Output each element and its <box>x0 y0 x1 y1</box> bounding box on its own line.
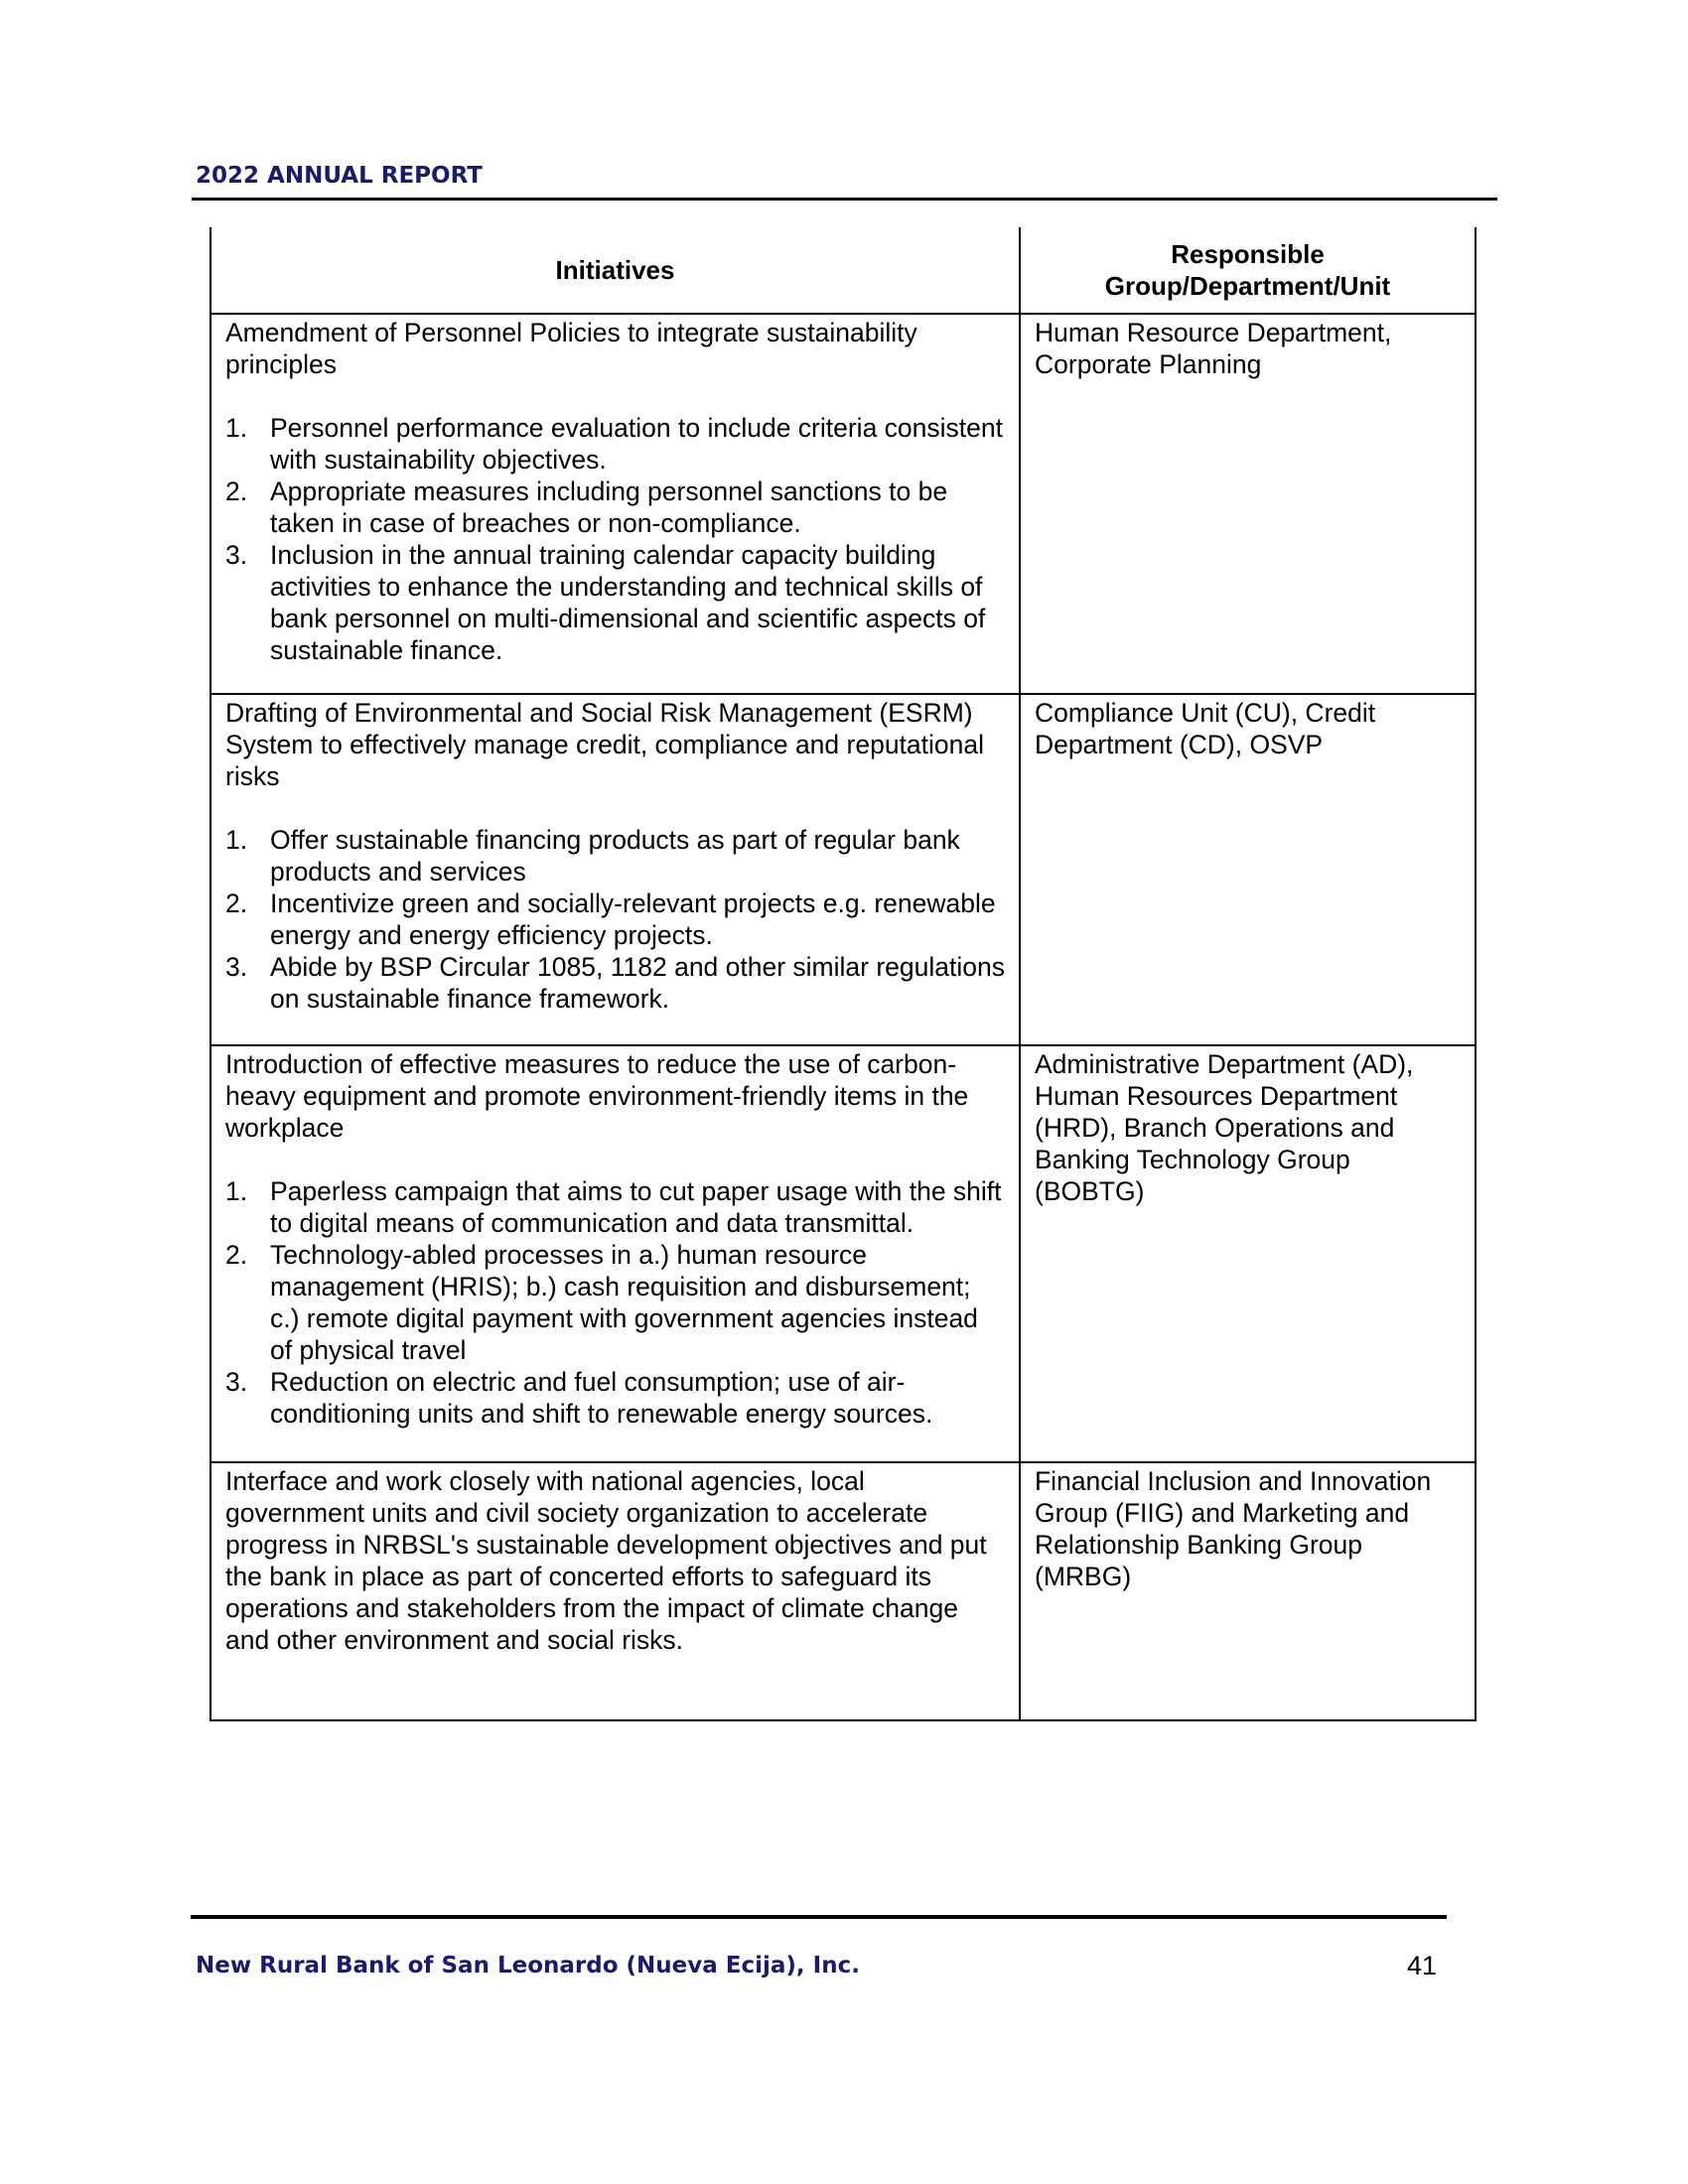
item-text: Reduction on electric and fuel consumption; use of air-conditioning units and shift to renewable energy sources. <box>270 1367 933 1429</box>
table-row <box>211 1462 1476 1720</box>
initiative-lead: Amendment of Personnel Policies to integrate sustainability principles <box>225 318 917 379</box>
table-row <box>211 694 1476 1045</box>
initiative-cell <box>211 694 1020 1045</box>
initiative-item <box>225 1175 1005 1239</box>
item-text: Personnel performance evaluation to include criteria consistent with sustainability objectives. <box>270 413 1003 475</box>
item-text: Incentivize green and socially-relevant projects e.g. renewable energy and energy efficiency projects. <box>270 888 996 950</box>
initiative-item <box>225 951 1005 1015</box>
item-text: Inclusion in the annual training calendar capacity building activities to enhance the understanding and technical skills of bank personnel on multi-dimensional and scientific aspects of sustainable finance. <box>270 540 986 665</box>
item-text: Paperless campaign that aims to cut paper usage with the shift to digital means of communication and data transmittal. <box>270 1176 1002 1238</box>
page-number: 41 <box>1407 1951 1438 1980</box>
column-header-responsible-line1: Responsible <box>1171 239 1325 269</box>
initiative-lead: Interface and work closely with national agencies, local government units and civil society organization to accelerate progress in NRBSL's sustainable development objectives and put the bank in place as part of concerted efforts to safeguard its operations and stakeholders from the impact of climate change and other environment and social risks. <box>225 1466 987 1655</box>
responsible-cell <box>1020 1045 1476 1462</box>
item-number: 2. <box>225 1240 248 1270</box>
initiative-items <box>225 1175 1005 1430</box>
item-number: 3. <box>225 540 248 570</box>
item-text: Abide by BSP Circular 1085, 1182 and other similar regulations on sustainable finance framework. <box>270 952 1005 1014</box>
responsible-text: Administrative Department (AD), Human Resources Department (HRD), Branch Operations and Banking Technology Group (BOBTG) <box>1035 1049 1414 1206</box>
initiative-item <box>225 887 1005 951</box>
item-text: Appropriate measures including personnel sanctions to be taken in case of breaches or non-compliance. <box>270 477 948 538</box>
column-header-responsible <box>1020 227 1476 314</box>
item-number: 2. <box>225 477 248 506</box>
item-number: 1. <box>225 1176 248 1206</box>
initiatives-table <box>210 227 1477 1721</box>
responsible-text: Human Resource Department, Corporate Planning <box>1035 318 1392 379</box>
item-number: 2. <box>225 888 248 918</box>
item-text: Technology-abled processes in a.) human resource management (HRIS); b.) cash requisition and disbursement; c.) remote digital payment with government agencies instead of physical travel <box>270 1240 978 1365</box>
header-rule <box>192 198 1497 201</box>
item-number: 1. <box>225 413 248 443</box>
initiative-item <box>225 824 1005 887</box>
column-header-initiatives <box>211 227 1020 314</box>
table-row <box>211 314 1476 694</box>
initiative-item <box>225 1239 1005 1366</box>
table-header-row <box>211 227 1476 314</box>
responsible-text: Compliance Unit (CU), Credit Department (CD), OSVP <box>1035 698 1376 759</box>
table-row <box>211 1045 1476 1462</box>
item-number: 3. <box>225 952 248 982</box>
initiative-cell <box>211 314 1020 694</box>
initiative-cell <box>211 1045 1020 1462</box>
column-header-initiatives-label: Initiatives <box>555 255 675 285</box>
initiative-cell <box>211 1462 1020 1720</box>
column-header-responsible-line2: Group/Department/Unit <box>1104 271 1391 301</box>
item-number: 3. <box>225 1367 248 1397</box>
initiative-items <box>225 824 1005 1015</box>
initiative-item <box>225 476 1005 539</box>
footer-organization: New Rural Bank of San Leonardo (Nueva Ecija), Inc. <box>196 1953 860 1979</box>
responsible-cell <box>1020 694 1476 1045</box>
footer-rule <box>191 1915 1447 1919</box>
item-number: 1. <box>225 825 248 855</box>
responsible-cell <box>1020 314 1476 694</box>
initiative-lead: Drafting of Environmental and Social Risk Management (ESRM) System to effectively manage credit, compliance and reputational risks <box>225 698 985 791</box>
responsible-cell <box>1020 1462 1476 1720</box>
initiative-lead: Introduction of effective measures to reduce the use of carbon-heavy equipment and promote environment-friendly items in the workplace <box>225 1049 969 1143</box>
item-text: Offer sustainable financing products as part of regular bank products and services <box>270 825 960 887</box>
initiative-item <box>225 1366 1005 1430</box>
responsible-text: Financial Inclusion and Innovation Group (FIIG) and Marketing and Relationship Banking Group (MRBG) <box>1035 1466 1432 1591</box>
initiative-item <box>225 539 1005 666</box>
initiative-items <box>225 412 1005 666</box>
initiative-item <box>225 412 1005 476</box>
report-title: 2022 ANNUAL REPORT <box>196 163 483 189</box>
